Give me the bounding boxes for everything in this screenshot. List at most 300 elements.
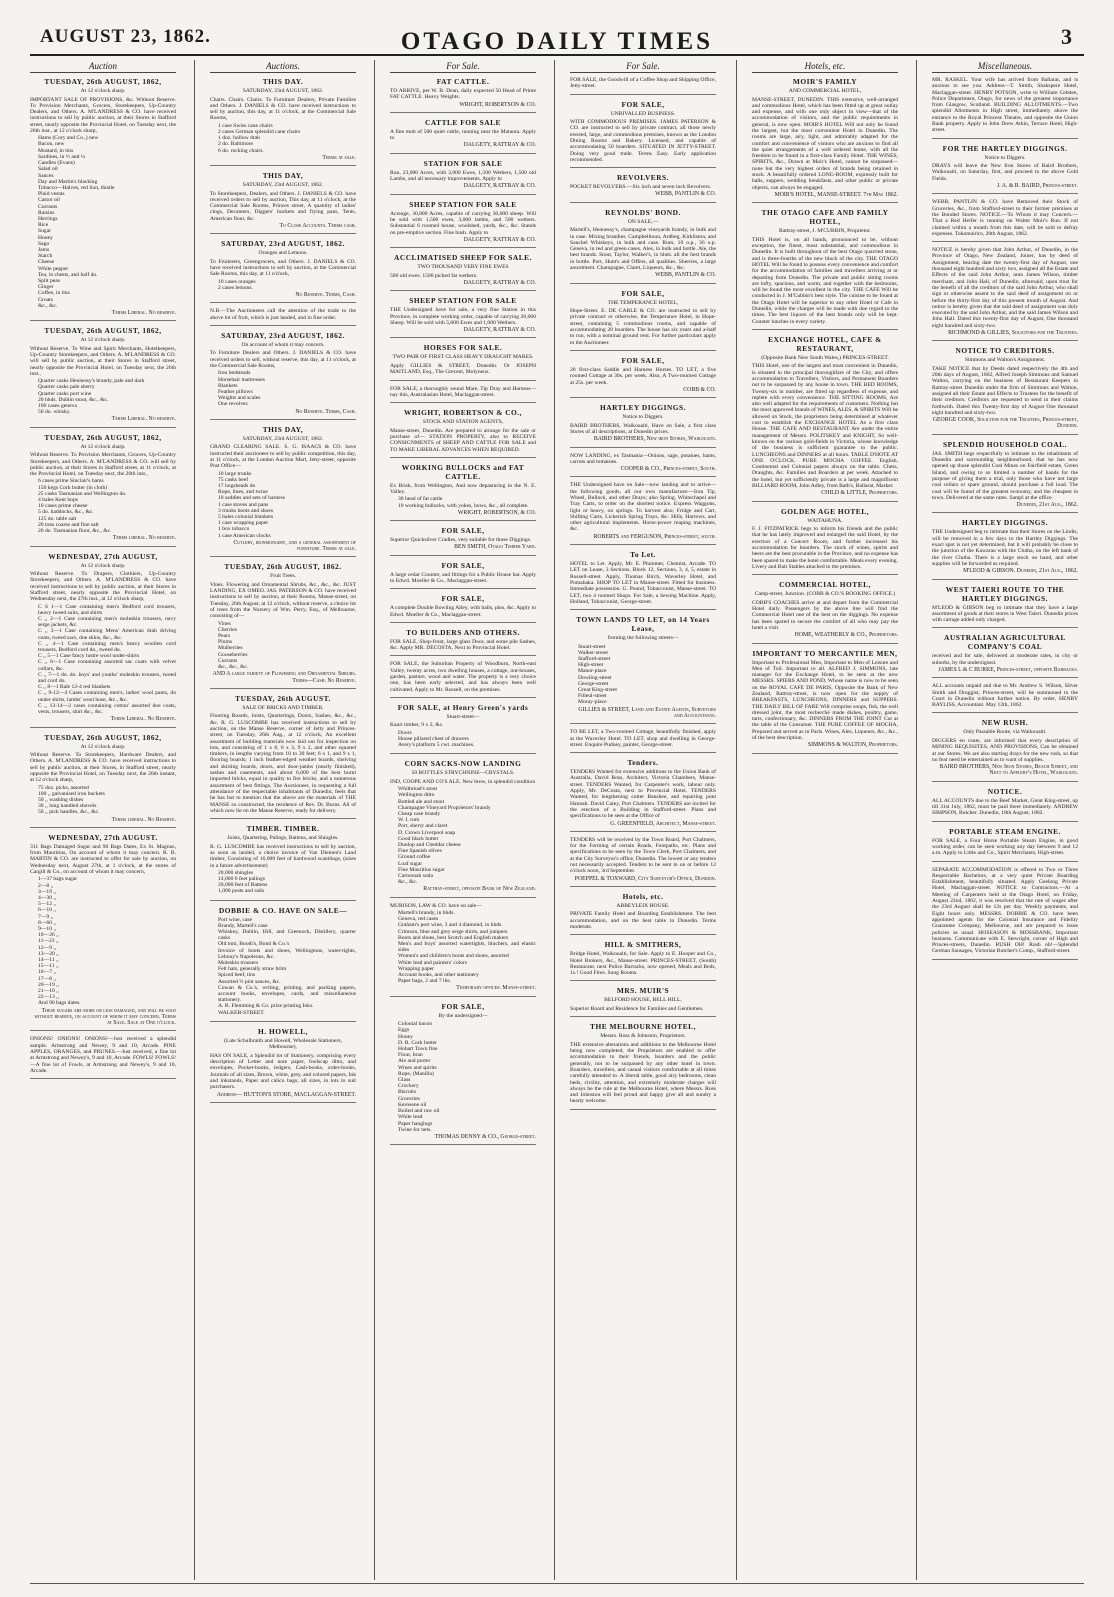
ad-body: Without Reserve. To Provision Merchants, Grocers, Up-Country Storekeepers, and Others. A. M'LANDRESS & CO. will sell by public auction, at their Stores in Stafford street, at 11 o'clock, at the Provincial Hotel, on Tuesday next, the 26th inst.,: [30, 452, 176, 478]
ad-item-list: [218, 917, 356, 1016]
ad-body: Apply GILLIES & STREET, Dunedin. Or JOSEPH MAITLAND, Esq., The Grecent, Molyneux.: [390, 362, 536, 376]
ad-list-item: 10—26 ,,: [38, 932, 59, 939]
ad-list-item: 5 bales colonial blankets: [218, 513, 274, 520]
ad-signature: Cutlery, ironmongery, and a general assortment of furniture. Terms at sale.: [233, 539, 356, 553]
ad-body: R. G. LUSCOMBE has received instructions to sell by auction, as soon as landed, a choice invoice of Van Diemen's Land timber, Consisting of 16,000 feet of hardwood scantlings, (sizes in a future advertisement): [210, 843, 356, 869]
ad-signature: DALGETY, RATTRAY & CO.: [463, 327, 536, 334]
ad-list-item: Groats: [38, 296, 53, 303]
ad-list-item: Port wine, case: [218, 916, 253, 923]
ad-list-item: Honey: [398, 1033, 413, 1040]
ad-list-item: 150 kegs Cork butter (in cloth): [38, 484, 108, 491]
ad-list-item: Geneva, red cases: [398, 916, 439, 923]
column-heading: Hotels, etc.: [752, 60, 898, 73]
ad-body: Without Reserve. To Wine and Spirit Merchants, Hotelkeepers, Up-Country Storekeepers, and Others. A. M'LANDRESS & CO. will sell by public auction, at their Stores in Stafford street, nearly opposite the Provincial Hotel, on Tuesday next, the 26th inst.,: [30, 345, 176, 377]
ad-list-item: Bottled ale and stout: [398, 798, 445, 805]
advertisement: [210, 171, 356, 234]
ad-list-item: High-street: [578, 662, 604, 669]
ad-subtitle: TWO PAIR OF FIRST CLASS HEAVY DRAUGHT MARES.: [392, 354, 534, 361]
advertisement: [752, 77, 898, 203]
advertisement: [390, 386, 536, 404]
ad-list-item: 11—23 ,,: [38, 938, 59, 945]
ad-list-item: 1—37 bags sugar: [38, 876, 78, 883]
advertisement: [390, 561, 536, 590]
ad-subtitle: BELFORD HOUSE, BELL HILL,: [604, 997, 682, 1004]
ad-list-item: 30 head of fat cattle: [398, 496, 443, 503]
ad-body: To Furniture Dealers and Others. J. DANIELS & CO. have received orders to sell, without reserve, this day, at 11 o'clock, at the Commercial Sale Rooms,: [210, 350, 356, 370]
ad-signature: GILLIES & STREET, Land and Estate Agents, Surveyors and Accountants.: [578, 706, 716, 719]
advertisement: [210, 425, 356, 558]
ad-body: THIS Hotel, one of the largest and most convenient in Dunedin, is situated in the principal thoroughfare of the City, and offers accommodation to Travellers, Visitors, and Permanent Boarders not to be surpassed by any house in town. THE BED ROOMS, Twenty-six in number, are fitted up regardless of expense, and replete with every convenience. THE SITTING ROOMS, Are also well adapted for the requirements of customers. Nothing but the most approved brands of WINES, ALES, & SPIRITS Will be allowed on Stock, the proprietors being determined at whatever cost to establish the EXCHANGE HOTEL As a first class House. THE CAFE AND RESTAURANT Are under the entire management of Messrs. POLITSKEY and KNIGHT, So well-known on the various gold-fields in Victoria, whose knowledge of the business is sufficient guarantee to the public. LUNCHEONS and DINNERS at all hours. TABLE D'HOTE AT ONE O'CLOCK. PURE MOCHA COFFEE. English, Continental and Colonial papers always on the table. Chess, Draughts, &c. Families and Boarders at per week. Attached to the hotel, but yet sufficiently private is a large and magnificent BILLIARD ROOM, John Adley, from Bath's, Ballarat, Marker.: [752, 363, 898, 490]
ad-list-item: Herrings: [38, 215, 58, 222]
ad-list-item: 16—7 ,,: [38, 969, 57, 976]
ad-title: WRIGHT, ROBERTSON & CO.,: [404, 408, 522, 418]
ad-list-item: Hobart Town fine: [398, 1046, 438, 1053]
ad-list-item: Cheese: [38, 259, 55, 266]
ad-list-item: Groceries: [398, 1095, 420, 1102]
ad-list-item: Brandy, Martell's case: [218, 922, 268, 929]
ad-body: THE Undersigned have for sale, a very fine Station in this Province, in complete working order, capable of carrying 20,000 Sheep. Will be sold with 5,000 Ewes and 1,000 Wethers.: [390, 307, 536, 326]
ad-body: THIS Hotel is, on all hands, pronounced to be, without exception, the finest, most substantial, and commodious in Dunedin. It is built throughout of the best Otago quarried stone, and is three-fourths of the new block of the city. THE OTAGO HOTEL Will be found to possess every convenience and comfort for the accommodation of families and travellers arriving at or departing from Dunedin. The private and public sitting rooms are lofty, spacious, and warm, and together with the bedrooms, will be found the most excellent in the city. THE CAFE Will be conducted in J. M'Cubbin's best style. The cuisine to be found at the Otago Hotel will be superior to any other Hotel or Cafe in Dunedin, while the charges will be made with due regard to the times. The best liquors of the best brands only will be kept. Counter lunches in every variety.: [752, 236, 898, 325]
ad-list-item: 1,000 posts and rails: [218, 888, 264, 895]
ad-subtitle: WAITAHUNA.: [807, 517, 843, 524]
ad-list-item: Moleskin trousers: [218, 960, 259, 967]
ad-list-item: 4—30 ,,: [38, 894, 57, 901]
ad-signature: MOIR'S HOTEL, MANSE-STREET. 7th May 1862.: [774, 191, 898, 198]
ad-subtitle: Camp-street, Junction. (COBB & CO.'S BOOKING OFFICE.): [754, 591, 896, 598]
advertisement: [932, 787, 1078, 822]
ad-body: A large cedar Counter, and fittings for a Public House bar. Apply to Edwd. Moeller & Co., Maclaggan-street.: [390, 571, 536, 584]
ad-body: DRAYS will leave the New Iron Stores of Baird Brothers, Waikouaiti, on Saturday, first, and proceed to the above Gold Fields.: [932, 163, 1078, 182]
advertisement: [390, 628, 536, 657]
ad-list-item: Sago: [38, 240, 50, 247]
ad-title: TUESDAY, 26th AUGUST, 1862,: [44, 432, 162, 442]
ad-list-item: Men's and boys' assorted watertights, bluchers, and elastic sides: [398, 941, 536, 954]
ad-list-item: Stuart-street: [578, 643, 606, 650]
advertisement: [210, 906, 356, 1022]
ad-body: ALL accounts unpaid and due to Mr. Andrew S. Wilson, Silver Smith and Druggist, Princes-street, will be summoned to the Court in Dunedin without further notice. By order, HENRY BAYLISS, Accountant. May 12th, 1862.: [932, 683, 1078, 709]
ad-list-item: White pepper: [38, 265, 69, 272]
ad-subtitle: By the undersigned—: [438, 1012, 488, 1019]
newspaper-title: OTAGO DAILY TIMES: [400, 28, 714, 55]
ad-list-item: 2 cases German splendid cane chairs: [218, 128, 301, 135]
ad-list-item: Tobacco—Halves, red lion, thistle: [38, 184, 115, 191]
ad-subtitle: Only Passable Route, via Waikouaiti.: [963, 729, 1047, 736]
ad-list-item: Walker-street: [578, 649, 608, 656]
ad-title: TUESDAY, 26th AUGUST, 1862.: [224, 562, 342, 572]
ad-list-item: Manor-place: [578, 668, 607, 675]
ad-list-item: 2 do. Baltimore: [218, 141, 253, 148]
ad-title: FAT CATTLE.: [436, 77, 490, 86]
ad-list-item: Coffee, in tins: [38, 290, 70, 297]
ad-body: Martell's, Hennessy's, champagne vineyards brandy, in bulk and in case. Mixing brandies. Campbelltoun, Ardbeg, Kirkliston, and Sauchel Whiskeys, in bulk and case. Rum, 10 o.p., 36 o.p. Geneva, in red and green cases. Ales, in bulk and bottle. Ale, the best brands. Stout, Taylor, Walker's, in hhds. all the best brands in bottle. Port, Hunt's and Offers, all qualities. Sherries, a large assortment. Champagne, Claret, Liqueurs, &c., &c.: [570, 227, 716, 272]
ad-title: DOBBIE & CO. HAVE ON SALE—: [218, 905, 348, 915]
ad-subtitle: 50 BOTTLES STRYCHNINE—CRYSTALS.: [411, 770, 515, 777]
ad-body: Without Reserve. To Drapers, Clothiers, Up-Country Storekeepers, and Others. A. M'LANDRESS & CO. have received instructions to sell by public auction, at their Stores in Stafford street, nearly opposite the Provincial Hotel, on Wednesday next, the 27th inst., at 12 o'clock sharp,: [30, 571, 176, 603]
ad-signature: GEORGE COOK, Solicitor for the Trustees, Princes-street, Dunedin.: [932, 417, 1078, 430]
ad-title: MOIR'S FAMILY: [792, 77, 858, 86]
advertisement: [390, 200, 536, 248]
ad-list-item: Ale and porter: [398, 1058, 431, 1065]
ad-list-item: Wines and spirits: [398, 1064, 437, 1071]
ad-list-item: Boiled and raw oil: [398, 1108, 440, 1115]
ad-body: MR. RASKEL. Your wife has arrived from Ballarat, and is anxious to see you. Address—T. Smith, Shakspere Hotel, Maclaggan-street. HENRY POTSON, write to William Cebden, Police Department, Otago, for news of the greatest importance from Glasgow, Scotland. BUILDING ALLOTMENTS.—Two splendid Allotments in High street, immediately above the entrance to the Royal Princess Theatre, and opposite the Union Bank property. Apply to John Drew Atkin, Terrace Hotel, High-street.: [932, 77, 1078, 134]
ad-title: FOR SALE, at Henry Green's yards: [397, 702, 529, 712]
ad-title: PORTABLE STEAM ENGINE.: [949, 826, 1061, 836]
advertisement: [752, 335, 898, 502]
ad-list-item: And 90 bags dates.: [38, 1000, 81, 1007]
advertisement: [570, 289, 716, 351]
advertisement: [210, 824, 356, 901]
ad-subtitle: Rattray-street, J. M'CUBBIN, Proprietor.: [779, 228, 871, 235]
ad-body: FOR SALE, a Four Horse Portable Steam Engine, in good working order, can be seen working any day between 9 and 12 a.m. Apply to Little and Co., Spirit Merchants, High-street.: [932, 837, 1078, 857]
ad-list-item: C ,, 2—1 Case containing men's moleskin trousers, navy serge jackets, &c.: [38, 615, 176, 629]
ad-item-list: [38, 785, 176, 816]
advertisement: [752, 580, 898, 643]
ad-list-item: 50 ,, washing dishes: [38, 796, 84, 803]
ad-subtitle: At 12 o'clock sharp.: [80, 88, 126, 94]
ad-list-item: 20,000 feet of Battens: [218, 882, 268, 889]
ad-title: SPLENDID HOUSEHOLD COAL.: [943, 439, 1067, 449]
ad-list-item: 6 cases prime Sinclair's hams: [38, 478, 104, 485]
ad-list-item: 30 ,, long handled shovels: [38, 803, 97, 810]
ad-list-item: C ,, 8—1 Bale 12-4 red blankets: [38, 684, 111, 691]
ad-body: MURISON, LAW & CO. have on sale—: [390, 902, 482, 909]
ad-signature: BEN SMITH, Otago Timber Yard.: [454, 544, 536, 551]
ad-list-item: 14,000 6 feet palings: [218, 876, 265, 883]
ad-signature: ROBERTS and FERGUSON, Princes-street, south.: [593, 533, 716, 540]
ad-signature: G. GREENFIELD, Architect, Manse-street.: [610, 820, 716, 827]
ad-list-item: Sugar: [38, 228, 52, 235]
ad-body: Acreage, 30,000 Acres, capable of carrying 30,000 sheep. Will be sold with 1,500 ewes, 3,000 lambs, and 500 wethers. Substantial 6 roomed house, woolshed, yards, &c., &c. Stands on pre-emptive section. Fine bush. Apply to: [390, 210, 536, 236]
ad-body: N.B.—The Auctioneers call the attention of the trade to the above lot of fruit, which is just landed, and in fine order.: [210, 308, 356, 321]
ad-title: TUESDAY, 26th AUGUST.: [235, 693, 331, 703]
advertisement: [932, 247, 1078, 341]
ad-list-item: Whitbread's stout: [398, 786, 438, 793]
ad-list-item: White lead and painters' colors: [398, 959, 468, 966]
ad-signature: These sugars are more or less damaged, and will be sold without reserve, on account of whom it may concern. Terms at Sale. Sale at One o'clock.: [34, 1007, 176, 1027]
ad-body: TO ARRIVE, per W. B. Dean, daily expected 50 Head of Prime FAT CATTLE. Heavy Weights.: [390, 88, 536, 101]
ad-list-item: Dunlop and Cheddar cheese: [398, 842, 461, 848]
ad-body: Without Reserve. To Storekeepers, Hardware Dealers, and Others. A. M'LANDRESS & CO. have received instructions to sell by public auction, at their Stores, in Stafford street, nearly opposite the Provincial Hotel, on Tuesday next, the 26th instant, at 12 o'clock sharp,: [30, 752, 176, 784]
advertisement: [210, 562, 356, 689]
ad-subtitle: TWO THOUSAND VERY FINE EWES: [417, 264, 509, 271]
ad-body: PRIVATE Family Hotel and Boarding Establishment. The best accommodation, and on the best table in Dunedin. Terms moderate.: [570, 911, 716, 930]
ad-list-item: &c., &c., &c.: [218, 664, 249, 671]
ad-list-item: Day and Martin's blacking: [38, 178, 98, 185]
ad-subtitle: Notice to Diggers.: [984, 154, 1026, 161]
ad-title: To Let.: [630, 550, 656, 560]
ad-item-list: [398, 786, 536, 885]
ad-subtitle: Fruit Trees.: [270, 573, 296, 580]
ad-signature: WEBB, PANTLIN & CO.: [655, 191, 716, 198]
ad-list-item: C ,, 6—1 Case containing assorted sac coats with velvet collars, &c.: [38, 659, 176, 672]
ad-body: Run, 23,000 Acres, with 3,000 Ewes, 1,500 Wethers, 1,500 old Lambs, and all necessary improvements. Apply to: [390, 169, 536, 183]
ad-list-item: Sardines, in ½ and ¼: [38, 153, 86, 160]
ad-list-item: Ground coffee: [398, 854, 431, 861]
ad-subtitle: UNRIVALLED BUSINESS.: [610, 110, 676, 117]
ad-list-item: Kerosene oil: [398, 1101, 427, 1108]
ad-body: Superior Board and Residence for Families and Gentlemen.: [570, 1005, 704, 1012]
ad-list-item: Tea, in chests, and half do.: [38, 271, 98, 278]
ad-body: SEPARATE ACCOMMODATION is offered to Two or Three Respectable Bachelors, at a very quiet Private Boarding Establishment, beautifully situated. Apply Geelong Private Hotel, Maclaggan-street. NOTICE to Contractors.—At a Meeting of Carpenters held at the Otago Hotel, on Friday, August 22nd, 1862, it was resolved that the rate of wages after the 23rd August shall be 12s per day. Weekly payments, and Eight hours only. MESSRS. DOBBIE & CO. have been appointed agents for the Colonial Insurance and Fidelity Guarantee Company, Melbourne, and are prepared to issue policies as usual. HOSEASON & MOSSBANK, Important business. Communicate with E. Stewright, corner of High and Princes-streets, Dunedin. RUSH OH! Rush oh!—Splendid German Sausages, Victorian Butcher's Comp., Stafford-street.: [932, 866, 1078, 955]
advertisement: [932, 867, 1078, 960]
column-3: [390, 60, 536, 1580]
ad-list-item: C ,, 3—1 Case containing Mens' American drab driving coats, tweed sacs, doe skins, &c., &c.: [38, 628, 176, 641]
ad-list-item: 22—13 ,,: [38, 994, 59, 1001]
ad-list-item: Quarter casks Hennessy's brandy, pale and dark: [38, 378, 145, 385]
advertisement: [210, 308, 356, 326]
ad-title: Hotels, etc.: [622, 891, 664, 901]
ad-body: Bridge Hotel, Waikouaiti, for Sale. Apply to E. Hooper and Co., Hotel Brokers, &c., Manse-street. PRINCES-STREET, (South) Restaurant, next Police Barracks, now opened, Meals and Beds, 1s.! Good Fires. Sung Rooms.: [570, 951, 716, 977]
ad-list-item: Wellington ditto: [398, 792, 435, 799]
ad-title: THE OTAGO CAFE AND FAMILY HOTEL,: [761, 208, 889, 227]
ad-subtitle: Joists, Quartering, Palings, Battens, and Shingles.: [227, 835, 339, 842]
advertisement: [570, 77, 716, 95]
ad-signature: DALGETY, RATTRAY & CO.: [463, 236, 536, 243]
advertisement: [932, 77, 1078, 139]
ad-signature: Terms Liberal. No Reserve.: [110, 716, 176, 723]
ad-list-item: Biscuits: [398, 1089, 417, 1096]
ad-list-item: 25 casks Tasmanian and Wellington do.: [38, 490, 127, 497]
ad-list-item: Fine Mauritius sugar: [398, 866, 445, 873]
ad-body: Ex Brisk, from Wellington, And now depasturing in the N. E. Valley.: [390, 482, 536, 496]
ad-list-item: 20—19 ,,: [38, 981, 59, 988]
column-divider: [916, 60, 917, 1580]
ad-list-item: 2 cases lemons.: [218, 284, 253, 291]
column-heading: Miscellaneous.: [932, 60, 1078, 73]
advertisement: [390, 703, 536, 754]
ad-body: Vines. Flowering and Ornamental Shrubs, &c., &c., &c. JUST LANDING, EX OMEO. JAS. PATERSON & CO. have received instructions to sell by auction, at their Rooms, Manse-street, on Tuesday, 26th August, at 12 o'clock, without reserve, a choice lot of trees from the Nursery of Wm. Perry, Esq., of Melbourne, consisting of—: [210, 581, 356, 620]
ad-item-list: [218, 123, 356, 154]
ad-body: F. J. FITZPATRICK begs to inform his friends and the public that he has lately improved and enlarged the said Hotel, by the erection of a Concert Room, and further increased his accommodation for boarders. The stock of wines, spirits and beers are the best procurable in the Province, and no expense has been spared to make the hotel comfortable. Meals every evening. Livery and Bait Stables attached to the premises.: [752, 526, 898, 570]
ad-body: 311 Bags Damaged Sugar and 90 Bags Dates, Ex St. Magnus, from Mauritius, On account of whom it may concern. R. B. MARTIN & CO. are instructed to offer for sale by auction, on Wednesday next, August 27th, at 1 o'clock, at the stores of Cargill & Co., on account of whom it may concern,: [30, 843, 176, 875]
ad-subtitle: THE TEMPERANCE HOTEL,: [607, 299, 679, 306]
ad-list-item: Sauces: [38, 172, 54, 179]
ad-list-item: 20 do. Tasmanian flour, &c., &c.: [38, 528, 112, 535]
ad-signature: Terms Liberal. No reserve.: [111, 416, 176, 423]
ad-list-item: 125 do. table salt: [38, 515, 77, 522]
ad-list-item: WALKER-STREET.: [218, 1009, 265, 1016]
ad-body: TENDERS Wanted for extensive additions to the Union Bank of Australia, David Ross, Architect, Victoria Chambers, Manse-street. TENDERS Wanted, for Carpenter's work, labour only. Apply, Mr. DeCosta, next to Provincial Hotel. TENDERS Wanted, for lengthening cutter Banshee, and repairing punt Hannah. David Carey, Port Chalmers. TENDERS are invited for the erection of a Building in Stafford-street. Plans and specifications to be seen at the Office of: [570, 769, 716, 820]
ad-list-item: Raisins: [38, 209, 55, 216]
column-divider: [554, 60, 555, 1580]
ad-list-item: Eggs: [398, 1027, 410, 1034]
advertisement: [210, 239, 356, 303]
ad-signature: Temporary offices: Manse-street.: [456, 985, 536, 992]
ad-body: IND, COOPE AND CO'S ALE. New brew, in splendid condition: [390, 778, 536, 785]
ad-list-item: A. B. Flemming & Co. prize printing Inks.: [218, 1003, 314, 1010]
ad-list-item: Salad oil: [38, 166, 58, 173]
ad-list-item: 6—10 ,,: [38, 907, 57, 914]
ad-subtitle: ON SALE,—: [627, 218, 659, 225]
ad-title: THE MELBOURNE HOTEL,: [590, 1022, 696, 1032]
ad-body: Chairs. Chairs. Chairs. To Furniture Dealers, Private Families and Others. J. DANIELS & CO. have received instructions to sell by auction, this day, at 11 o'clock, at the Commercial Sale Rooms,: [210, 96, 356, 122]
ad-signature: RICHMOND & GILLIES, Solicitors for the Trustees.: [948, 330, 1078, 336]
ad-title: FOR SALE,: [441, 560, 485, 570]
ad-subtitle: Messrs. Ross & Johnston, Proprietors.: [600, 1033, 686, 1040]
ad-list-item: Cheap case brandy: [398, 810, 441, 817]
ad-list-item: 100 cases geneva: [38, 403, 77, 410]
ad-body: Hope-Street. E. DE CARLE & CO. are instructed to sell by private contract or otherwise, the Temperance Hotel, in Hope-street, containing 5 commodious rooms, and capable of accommodating 20 boarders. The house has six years and a-half to run, with a nominal ground rent. For further particulars apply to the Auctioneer.: [570, 308, 716, 346]
ad-list-item: C S 1—1 Case containing men's Bedford cord trousers, heavy tweed suits, and shirts: [38, 603, 176, 616]
ad-title: NEW RUSH.: [981, 718, 1029, 728]
ad-list-item: 10 saddles and sets of harness: [218, 495, 285, 502]
ad-body: FOR SALE, Shop-front, large glass Door, and some pile Sashes, &c. Apply MR. DECOSTA, Next to Provincial Hotel.: [390, 638, 536, 652]
advertisement: [570, 837, 716, 887]
ad-item-list: [38, 378, 176, 415]
ad-item-list: [218, 621, 356, 671]
ad-list-item: 75 casks beef: [218, 476, 249, 483]
ad-list-item: Wrapping paper: [398, 965, 434, 972]
advertisement: [932, 827, 1078, 862]
ad-title: TOWN LANDS TO LET, on 14 Years Lease,: [576, 615, 710, 634]
ad-body: Important to Professional Men, Important to Men of Leisure and Men of Toil. Important to all. ALFRED J. SIMMONS, late manager for the Exchange Hotel, to be seen at the new MESSRS. SPIERS AND POND, Whose name is now to be seen on the ROYAL CAFE DE PARIS, Opposite the Bank of New Zealand, Rattray-street, is now open for the supply of BREAKFASTS, LUNCHEONS, DINNERS and SUPPERS. THE DAILY BILL OF FARE Will comprise soups, fish, the well dressed joint, the most recherché made dishes, poultry, game, tarts, confectionary, &c. DINNERS FROM THE JOINT Cut at the table of the Consumer. THE PURE COFFEE OF MOCHA, Prepared and served as in Paris. Wines, Ales, Liqueurs, &c., &c., of the best description.: [752, 659, 898, 742]
ad-list-item: Hams (Cory and Co.,) new: [38, 135, 99, 142]
advertisement: [390, 526, 536, 556]
advertisement: [390, 296, 536, 338]
ad-body: NOTICE is hereby given that John Arthur, of Dunedin, in the Province of Otago, New Zealand, Joiner, has by deed of Assignment, bearing date the twenty-first day of August, one thousand eight hundred and sixty two, assigned all the Estate and Effects of the said John Arthur, unto James Wilson, timber merchant, and John Hall, of Dunedin, aforesaid, upon trust for the benefit of all the creditors of the said John Arthur, who shall sign or otherwise assent to the said deed of assignment on or before the thirty-first day of this present month of August. And notice is hereby given that the said deed of assignment was duly executed by the said John Arthur, and the said James Wilson and John Hall. Dated this twenty-first day of August, One thousand eight hundred and sixty-two.: [932, 247, 1078, 329]
ad-body: HAS ON SALE, a Splendid lot of Stationery, comprising every description of Letter and note paper, foolscap ditto, and envelopes, Pocket-books, ledgers, Cash-books, order-books, Journals of all sizes, Brown, white, grey, and colored papers, Ink and inkstands, Paper and calico bags, all sizes, in lots to suit purchasers.: [210, 1052, 356, 1091]
ad-list-item: Honey: [38, 234, 53, 241]
ad-signature: To Close Accounts. Terms cash.: [279, 222, 356, 229]
ad-title: TIMBER. TIMBER.: [246, 824, 320, 834]
column-2: [210, 60, 356, 1580]
ad-list-item: 13—20 ,,: [38, 950, 59, 957]
ad-title: WORKING BULLOCKS and FAT CATTLE.: [401, 462, 525, 481]
ad-list-item: Moray-place: [578, 699, 607, 706]
ad-list-item: Avery's platform 5 cwt. machines.: [398, 742, 475, 749]
column-6: [932, 60, 1078, 1580]
ad-list-item: &c., &c.: [38, 302, 58, 309]
ad-subtitle: SATURDAY, 23rd AUGUST, 1862.: [242, 435, 324, 442]
ad-subtitle: SALE OF BRICKS AND TIMBER.: [242, 704, 324, 711]
ad-body: TENDERS will be received by the Town Board, Port Chalmers, for the Forming of certain Roads, Footpaths, etc. Plans and specifications to be seen by the Town Clerk, Port Chalmers, and at the City Surveyor's office, Dunedin. The lowest or any tenders not necessarily accepted. Tenders to be sent in on or before 12 o'clock noon, 3rd September.: [570, 836, 716, 875]
ad-list-item: 1 case Swiss cane chairs: [218, 122, 273, 129]
ad-list-item: Good black butter: [398, 835, 439, 842]
column-heading: For Sale.: [390, 60, 536, 73]
ad-list-item: Blankets: [218, 382, 238, 389]
ad-subtitle: At 12 o'clock sharp.: [80, 562, 126, 569]
ad-list-item: Martell's brandy, in hhds.: [398, 910, 455, 917]
ad-body: BAIRD BROTHERS, Waikouaiti, Have on Sale, a first class Stores of all descriptions, at Dunedin prices.: [570, 422, 716, 435]
ad-list-item: Crockery: [398, 1083, 419, 1090]
ad-title: FOR SALE,: [441, 526, 485, 536]
ad-list-item: Horsehair mattresses: [218, 376, 265, 383]
ad-signature: DALGETY, RATTRAY & CO.: [463, 183, 536, 190]
ad-title: AUSTRALIAN AGRICULTURAL COMPANY'S COAL: [944, 633, 1066, 652]
advertisement: [210, 1027, 356, 1103]
masthead-rule: [30, 54, 1084, 56]
ad-list-item: Rope, (Manilla): [398, 1070, 434, 1077]
ad-list-item: C ,, 9-12—4 Cases containing men's, ladies' wool pants, do under shirts, lambs' wool hose, &c., &c.: [38, 690, 176, 703]
ad-title: TUESDAY, 26th AUGUST, 1862,: [44, 732, 162, 742]
ad-subtitle: ABBEYLEIX HOUSE.: [616, 902, 670, 909]
ad-body: ALL ACCOUNTS due to the Beef Market, Great King-street, up till 31st July, 1862, must be paid there immediately. ANDREW SIMPSON, Butcher. Dunedin, 18th August, 1862.: [932, 797, 1078, 817]
ad-title: WEST TAIERI ROUTE TO THE HARTLEY DIGGINGS.: [945, 584, 1065, 603]
ad-signature: DALGETY, RATTRAY & CO.: [463, 142, 536, 149]
column-divider: [736, 60, 737, 1580]
ad-title: EXCHANGE HOTEL, CAFE & RESTAURANT,: [768, 334, 882, 353]
advertisement: [390, 159, 536, 195]
ad-title: NOTICE TO CREDITORS.: [955, 346, 1055, 356]
ad-list-item: Cherries: [218, 626, 237, 633]
ad-list-item: 14—11 ,,: [38, 956, 59, 963]
ad-title: SHEEP STATION FOR SALE: [409, 199, 517, 209]
ad-signature: THOMAS DENNY & CO., George-street.: [434, 1133, 536, 1140]
ad-list-item: Vines: [218, 620, 231, 627]
advertisement: [570, 100, 716, 169]
ad-list-item: 75 doz. picks, assorted: [38, 784, 89, 791]
advertisement: [570, 482, 716, 545]
ad-list-item: 20,000 shingles: [218, 869, 254, 876]
ad-signature: Terms at sale.: [322, 154, 356, 161]
column-divider: [194, 60, 195, 1580]
ad-body: FOR SALE, the Suburban Property of Woodburn, North-east Valley, twenty acres, two dwelling houses, a cottage, out-houses, garden, pasture, wood and water. The property is a very choice one, has been early selected, and has always been well cultivated. Apply to Mr. Russell, on the premises.: [390, 661, 536, 693]
ad-signature: Terms liberal. No reserve.: [112, 535, 176, 542]
ad-list-item: Great King-street: [578, 687, 617, 694]
column-1: [30, 60, 176, 1580]
ad-body: COBB'S COACHES arrive at and depart from the Commercial Hotel daily. Passengers by the above line will find the Commercial Hotel one of the best on the diggings. No expense has been spared to secure the comfort of all who may pay the hotel a visit.: [752, 599, 898, 631]
ad-body: DIGGERS en route, are informed that every description of MINING REQUISITES, AND PROVISIONS, Can be obtained at our Stores. We are also starting drays for the new rush, so that no fear need be entertained as to want of supplies.: [932, 737, 1078, 763]
ad-signature: Rattray-street, opposite Bank of New Zealand.: [423, 886, 536, 893]
ad-list-item: D. Crown Liverpool soap: [398, 829, 456, 836]
ad-list-item: 1 doz. hollow drab: [218, 135, 260, 142]
ad-subtitle: At 12 o'clock sharp.: [80, 337, 126, 344]
ad-title: ACCLIMATISED SHEEP FOR SALE.: [394, 253, 532, 263]
ad-body: MANSE-STREET, DUNEDIN. THIS extensive, well-arranged and commodious Hotel, which has been fitted up at great outlay and expense, and with one only object in view—that of the accommodation of visitors, and the public requirements in general, is now open. MOIR'S HOTEL Will not only be found the largest, but the most convenient Hotel in Dunedin. The rooms are large, airy, light, and admirably adapted for the comfort and convenience of visitors who are anxious to find all the quiet arrangements of a well ordered home, with all the freedom to be found in a first-class Family Hotel. THE WINES, SPIRITS, &c., Drawn at Moir's Hotel, cannot be surpassed—none but the very highest orders of brands being retained in stock. A beautifully ordered LONG-ROOM, expressly built for balls, suppers, wedding breakfasts, and other public or private objects, can always be engaged.: [752, 96, 898, 191]
ad-subtitle: Simmons and Walton's Assignment.: [964, 357, 1046, 364]
advertisement: [390, 343, 536, 380]
ad-list-item: Invoice of boots and shoes, Wellingtons, water-tights, Lebouy's Napoleons, &c.: [218, 947, 356, 960]
ad-list-item: Gooseberries: [218, 651, 248, 658]
ad-list-item: Doors: [398, 729, 412, 736]
ad-title: NOTICE.: [987, 786, 1023, 796]
advertisement: [752, 208, 898, 330]
advertisement: [570, 173, 716, 203]
advertisement: [30, 833, 176, 1032]
ad-list-item: 1 box tobacco: [218, 526, 250, 533]
ad-list-item: Crimson, blue and grey serge shirts, and jumpers: [398, 928, 508, 935]
ad-list-item: 17 hogsheads do: [218, 482, 256, 489]
ad-list-item: White lead: [398, 1114, 423, 1121]
ad-signature: Terms liberal. No Reserve.: [111, 816, 176, 823]
ad-signature: No Reserve. Terms, Cash.: [295, 292, 356, 299]
ad-list-item: 21—10 ,,: [38, 987, 59, 994]
advertisement: [30, 733, 176, 828]
ad-title: H. HOWELL,: [258, 1026, 308, 1036]
ad-signature: AND A large variety of Flowering and Ornamental Shrubs. Terms—Cash. No Reserve.: [212, 671, 356, 684]
ad-signature: Dunedin, 21st Aug., 1862.: [1016, 502, 1078, 509]
ad-item-list: [38, 604, 176, 716]
ad-subtitle: Oranges and Lemons.: [258, 250, 308, 257]
ad-title: TUESDAY, 26th AUGUST, 1862,: [44, 77, 162, 86]
ad-body: 500 old ewes. 1500 picked fat wethers.: [390, 272, 478, 279]
advertisement: [570, 986, 716, 1017]
ad-title: FOR SALE,: [441, 594, 485, 604]
ad-title: THIS DAY.: [262, 77, 304, 86]
ad-item-list: [578, 644, 716, 706]
ad-list-item: Account books, and other stationery: [398, 972, 479, 979]
ad-title: REVOLVERS.: [616, 173, 670, 183]
ad-title: FOR THE HARTLEY DIGGINGS.: [942, 143, 1068, 153]
ad-list-item: 10 large trunks: [218, 470, 252, 477]
ad-title: IMPORTANT TO MERCANTILE MEN,: [752, 648, 898, 658]
ad-subtitle: AND COMMERCIAL HOTEL,: [788, 88, 862, 94]
ad-title: HARTLEY DIGGINGS.: [962, 518, 1048, 528]
ad-signature: No Reserve. Terms, Cash.: [295, 408, 356, 415]
ad-body: M'LEOD & GIBSON beg to intimate that they have a large assortment of goods at their stores in West Taieri. Dunedin prices with cartage added only charged.: [932, 604, 1078, 624]
ad-list-item: Quarter casks pale sherry: [38, 384, 95, 391]
